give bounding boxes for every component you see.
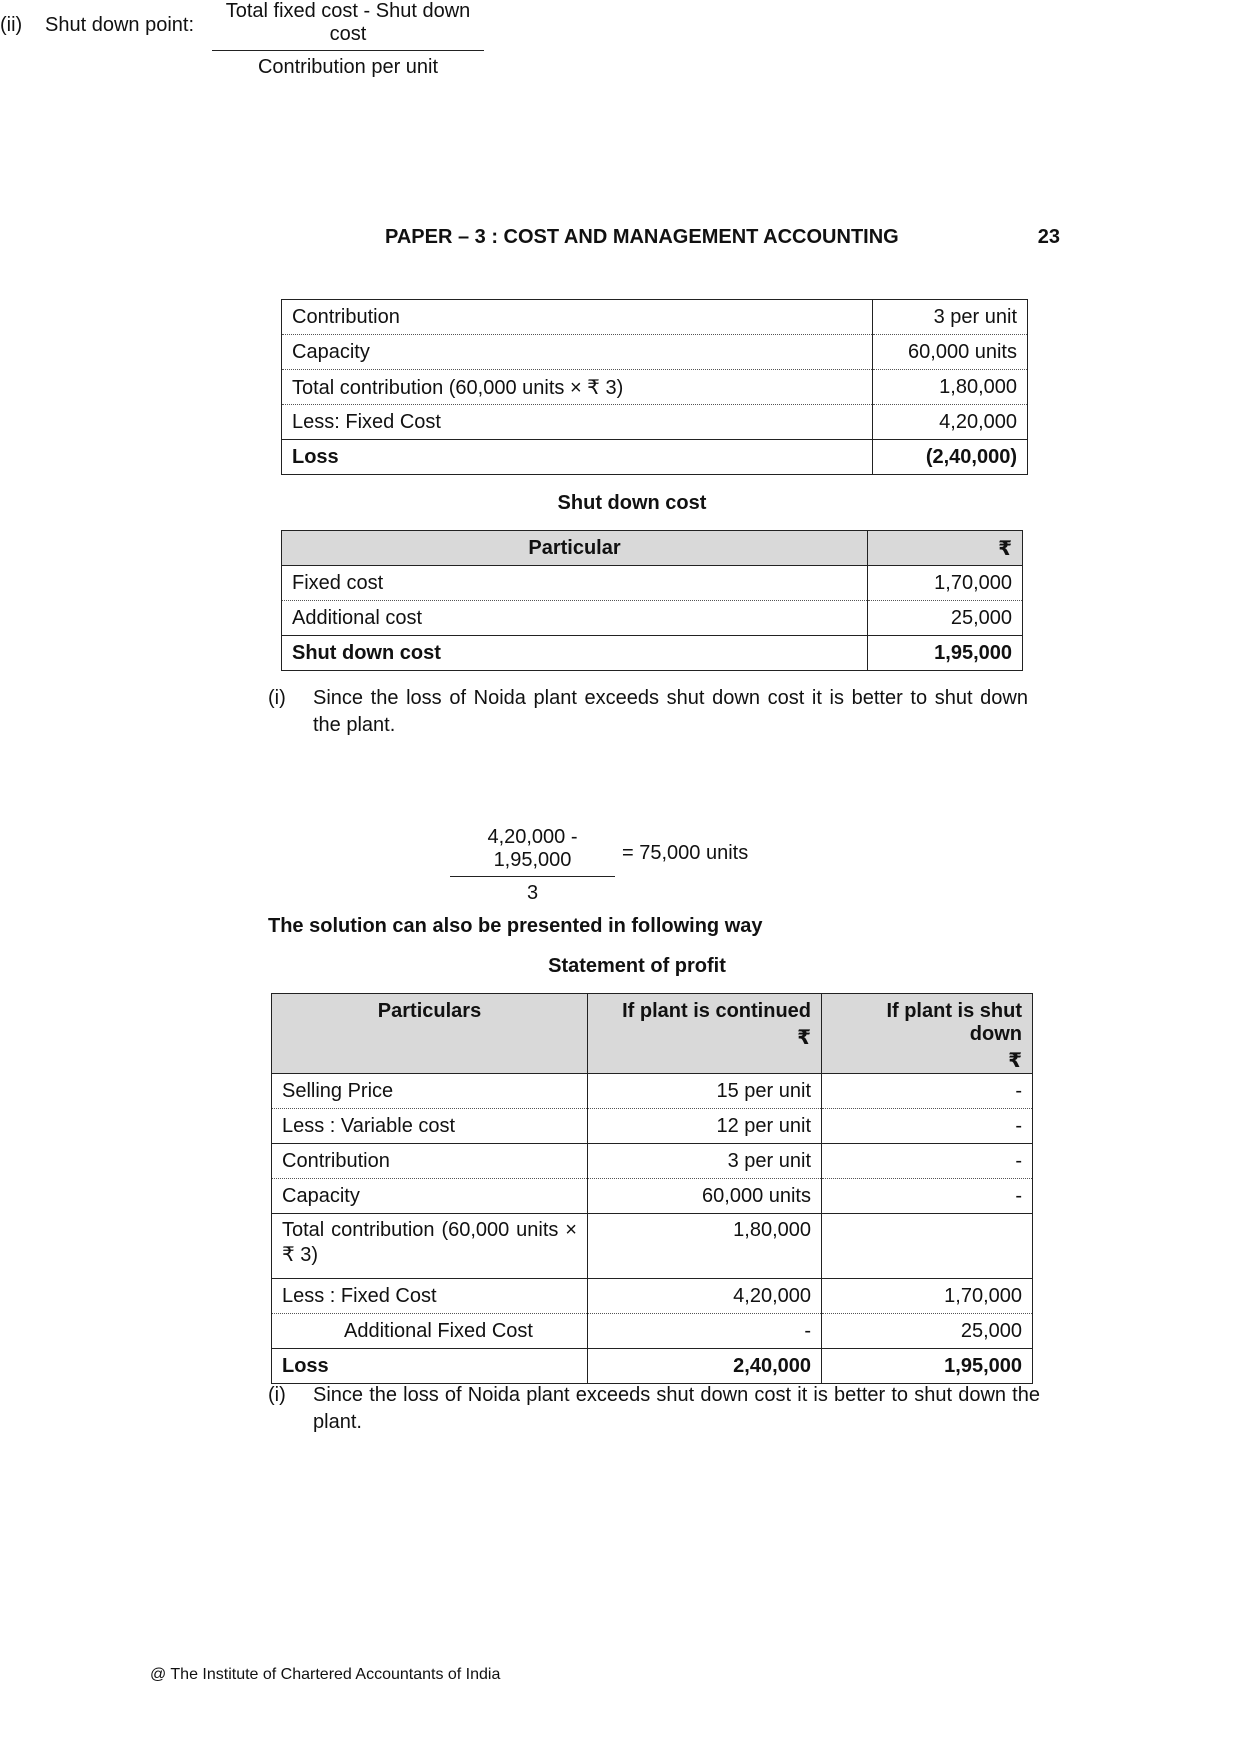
formula-label: Shut down point:	[45, 14, 194, 36]
statement-title: Statement of profit	[548, 955, 726, 977]
column-header-currency: ₹	[868, 531, 1023, 566]
shutdown-cost-title: Shut down cost	[557, 492, 707, 514]
row-value: 1,70,000	[868, 566, 1023, 601]
column-header-continued	[588, 994, 822, 1074]
alternative-heading: The solution can also be presented in following way	[268, 915, 763, 937]
row-label: Shut down cost	[282, 636, 868, 671]
row-value: 60,000 units	[873, 335, 1028, 370]
header-currency: ₹	[1008, 1050, 1022, 1072]
table-row-total	[272, 1349, 1033, 1384]
fraction-numerator: Total fixed cost - Shut down cost	[212, 0, 484, 51]
row-continued: -	[588, 1314, 822, 1349]
row-shut: -	[822, 1144, 1033, 1179]
row-label: Additional Fixed Cost	[272, 1314, 588, 1349]
note-text: Since the loss of Noida plant exceeds shut down cost it is better to shut down the plant.	[313, 1384, 1040, 1433]
row-shut: 1,95,000	[822, 1349, 1033, 1384]
row-value: 1,80,000	[873, 370, 1028, 405]
row-label: Less: Fixed Cost	[282, 405, 873, 440]
row-label: Less : Fixed Cost	[272, 1279, 588, 1314]
row-continued: 60,000 units	[588, 1179, 822, 1214]
table-header-row	[282, 531, 1023, 566]
note-marker: (i)	[268, 687, 286, 709]
row-shut: 1,70,000	[822, 1279, 1033, 1314]
header-currency: ₹	[797, 1027, 811, 1049]
row-shut: -	[822, 1074, 1033, 1109]
row-continued: 3 per unit	[588, 1144, 822, 1179]
column-header-particular: Particular	[282, 531, 868, 566]
row-continued: 4,20,000	[588, 1279, 822, 1314]
row-label: Contribution	[272, 1144, 588, 1179]
table-row	[282, 405, 1028, 440]
table-row	[282, 335, 1028, 370]
row-continued: 15 per unit	[588, 1074, 822, 1109]
fraction-denominator: Contribution per unit	[257, 56, 439, 78]
row-value: 25,000	[868, 601, 1023, 636]
table-header-row	[272, 994, 1033, 1074]
table-row	[282, 601, 1023, 636]
row-value: 3 per unit	[873, 300, 1028, 335]
table-row-total	[282, 440, 1028, 475]
shutdown-point-calculation	[450, 826, 780, 904]
calculation-result: = 75,000 units	[622, 842, 749, 864]
note-marker: (i)	[268, 1384, 286, 1406]
table-row	[272, 1074, 1033, 1109]
shutdown-cost-table	[281, 530, 1023, 671]
note-text: Since the loss of Noida plant exceeds shut down cost it is better to shut down the plant.	[313, 687, 1028, 736]
row-continued: 1,80,000	[588, 1214, 822, 1279]
row-shut: -	[822, 1179, 1033, 1214]
fraction-numerator: 4,20,000 - 1,95,000	[450, 826, 615, 877]
row-value: 1,95,000	[868, 636, 1023, 671]
table-row	[282, 370, 1028, 405]
row-label: Fixed cost	[282, 566, 868, 601]
formula-marker: (ii)	[0, 14, 23, 36]
row-label: Capacity	[272, 1179, 588, 1214]
page-title: PAPER – 3 : COST AND MANAGEMENT ACCOUNTING	[385, 226, 899, 248]
row-label: Less : Variable cost	[272, 1109, 588, 1144]
page-footer: @ The Institute of Chartered Accountants of India	[150, 1666, 501, 1683]
page-number: 23	[1037, 226, 1060, 248]
column-header-shut-down	[822, 994, 1033, 1074]
calculation-fraction	[450, 826, 615, 905]
table-row	[272, 1144, 1033, 1179]
row-continued: 2,40,000	[588, 1349, 822, 1384]
row-label: Selling Price	[272, 1074, 588, 1109]
table-row	[272, 1279, 1033, 1314]
row-label: Contribution	[282, 300, 873, 335]
row-label: Total contribution (60,000 units × ₹ 3)	[282, 370, 873, 405]
row-label: Additional cost	[282, 601, 868, 636]
table-row	[272, 1179, 1033, 1214]
table-row	[282, 566, 1023, 601]
row-label: Total contribution (60,000 units × ₹ 3)	[272, 1214, 588, 1279]
row-value: (2,40,000)	[873, 440, 1028, 475]
table-row-total	[282, 636, 1023, 671]
row-value: 4,20,000	[873, 405, 1028, 440]
contribution-table	[281, 299, 1028, 475]
row-label: Loss	[272, 1349, 588, 1384]
row-label: Loss	[282, 440, 873, 475]
formula-fraction	[212, 0, 484, 79]
row-shut: 25,000	[822, 1314, 1033, 1349]
header-label: Particulars	[377, 1000, 482, 1022]
table-row	[282, 300, 1028, 335]
column-header-particulars	[272, 994, 588, 1074]
table-row	[272, 1109, 1033, 1144]
row-shut: -	[822, 1109, 1033, 1144]
shutdown-point-formula	[0, 0, 760, 78]
row-continued: 12 per unit	[588, 1109, 822, 1144]
header-label: If plant is shut down	[886, 1000, 1022, 1045]
table-row	[272, 1314, 1033, 1349]
fraction-denominator: 3	[526, 882, 539, 904]
row-shut	[822, 1214, 1033, 1279]
header-label: If plant is continued	[622, 1000, 811, 1022]
statement-of-profit-table	[271, 993, 1033, 1384]
row-label: Capacity	[282, 335, 873, 370]
table-row	[272, 1214, 1033, 1279]
